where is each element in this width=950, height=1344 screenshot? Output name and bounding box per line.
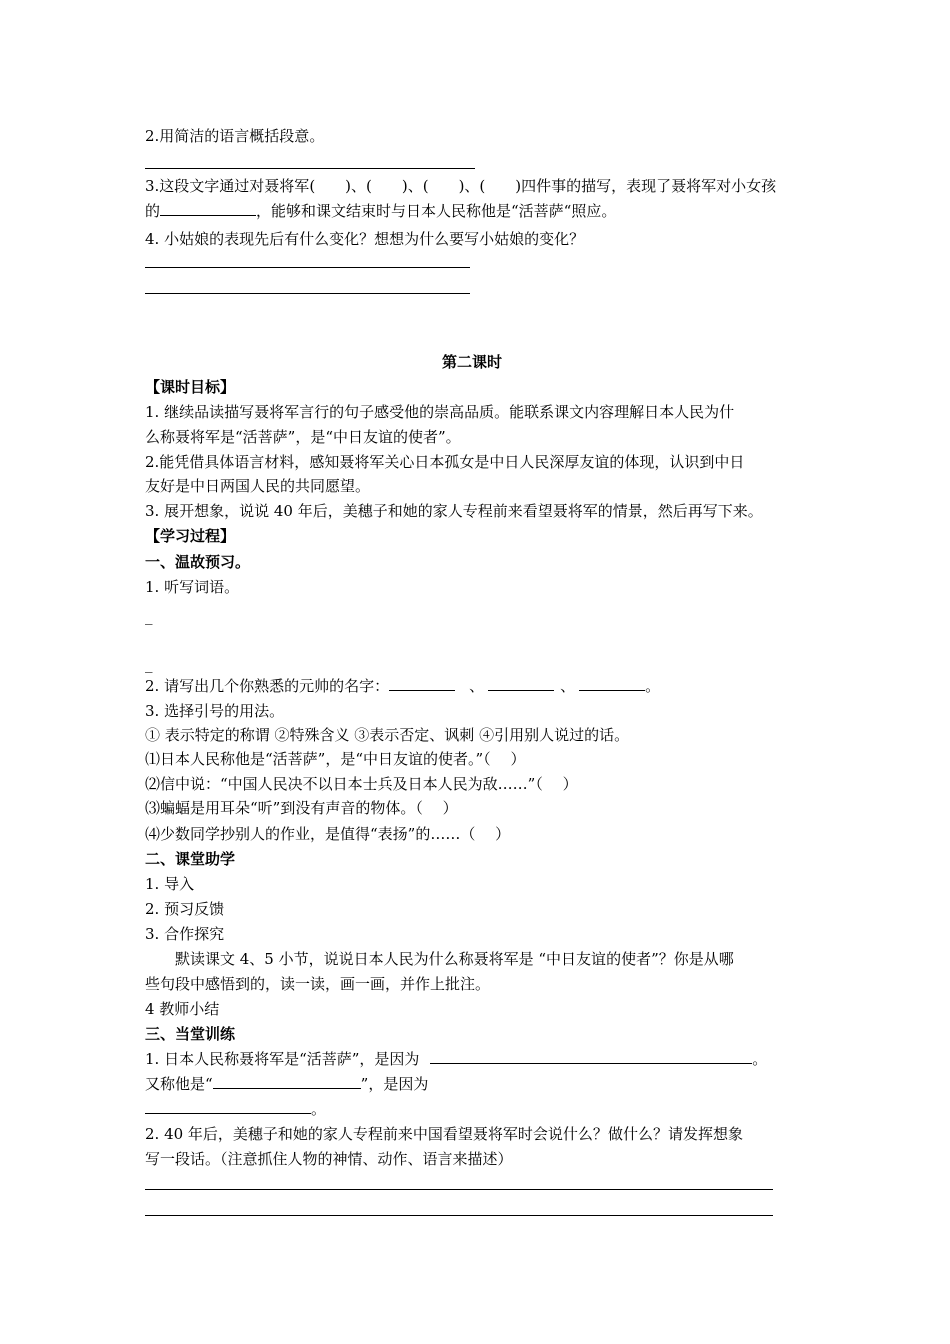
question-4: 4. 小姑娘的表现先后有什么变化？想想为什么要写小姑娘的变化？ [145,230,585,248]
reading-task-line1: 默读课文 4、5 小节，说说日本人民为什么称聂将军是 “中日友谊的使者”？你是从哪 [145,950,734,968]
goal-2-line1: 2.能凭借具体语言材料，感知聂将军关心日本孤女是中日人民深厚友谊的体现，认识到中日 [145,453,745,471]
quote-options: ① 表示特定的称谓 ②特殊含义 ③表示否定、讽刺 ④引用别人说过的话。 [145,726,630,744]
fill-blank[interactable] [389,676,455,691]
period: 。 [311,1100,327,1118]
goal-3: 3. 展开想象，说说 40 年后，美穗子和她的家人专程前来看望聂将军的情景，然后再写下来。 [145,502,763,520]
marshal-names-question [145,676,660,696]
fill-blank[interactable] [430,1049,752,1064]
fill-blank[interactable] [160,201,256,216]
question-3-prefix: 的 [145,202,161,220]
dictation-blank[interactable]: _ [145,655,153,673]
period: 。 [752,1050,768,1068]
training-1-label: 1. 日本人民称聂将军是“活菩萨”，是因为 [145,1050,425,1068]
separator: 、 [469,677,485,695]
exercise-1: ⑴日本人民称他是“活菩萨”，是“中日友谊的使者。”（ ） [145,750,526,768]
training-2-line2: 写一段话。（注意抓住人物的神情、动作、语言来描述） [145,1150,513,1168]
fill-blank[interactable] [579,676,645,691]
quote-usage-question: 3. 选择引号的用法。 [145,702,285,720]
question-2: 2.用简洁的语言概括段意。 [145,127,325,145]
fill-blank[interactable] [145,1099,311,1114]
answer-line[interactable] [145,267,470,268]
fill-blank[interactable] [488,676,554,691]
training-2-line1: 2. 40 年后，美穗子和她的家人专程前来中国看望聂将军时会说什么？做什么？请发挥想象 [145,1125,743,1143]
step-summary: 4 教师小结 [145,1000,220,1018]
training-1-suffix: ”，是因为 [360,1075,429,1093]
goal-2-line2: 友好是中日两国人民的共同愿望。 [145,477,371,495]
step-feedback: 2. 预习反馈 [145,900,225,918]
training-1-label-2: 又称他是“ [145,1075,213,1093]
section-3-heading: 三、当堂训练 [145,1025,236,1043]
answer-line[interactable] [145,1189,773,1190]
reading-task-line2: 些句段中感悟到的，读一读，画一画，并作上批注。 [145,975,491,993]
training-1-line2 [145,1074,428,1094]
answer-line[interactable] [145,168,475,169]
training-1-line3 [145,1099,326,1119]
goal-1-line2: 么称聂将军是“活菩萨”，是“中日友谊的使者”。 [145,428,461,446]
separator: 、 [560,677,576,695]
training-1-line1 [145,1049,767,1069]
exercise-3: ⑶蝙蝠是用耳朵“听”到没有声音的物体。（ ） [145,799,458,817]
question-3-line1: 3.这段文字通过对聂将军( )、( )、( )、( )四件事的描写，表现了聂将军对小女孩 [145,177,777,195]
answer-line[interactable] [145,1215,773,1216]
exercise-2: ⑵信中说：“中国人民决不以日本士兵及日本人民为敌……”（ ） [145,775,578,793]
period: 。 [645,677,661,695]
step-intro: 1. 导入 [145,875,195,893]
answer-line[interactable] [145,293,470,294]
exercise-4: ⑷少数同学抄别人的作业，是值得“表扬”的……（ ） [145,825,511,843]
marshal-names-label: 2. 请写出几个你熟悉的元帅的名字： [145,677,390,695]
section-1-heading: 一、温故预习。 [145,553,251,571]
section-title: 第二课时 [442,353,503,371]
question-3-line2 [145,201,616,221]
fill-blank[interactable] [213,1074,361,1089]
dictation-item: 1. 听写词语。 [145,578,240,596]
section-2-heading: 二、课堂助学 [145,850,236,868]
dictation-blank[interactable]: _ [145,607,153,625]
goals-heading: 【课时目标】 [145,378,236,396]
question-3-suffix: ，能够和课文结束时与日本人民称他是“活菩萨“照应。 [256,202,617,220]
process-heading: 【学习过程】 [145,527,236,545]
goal-1-line1: 1. 继续品读描写聂将军言行的句子感受他的崇高品质。能联系课文内容理解日本人民为什 [145,403,735,421]
step-explore: 3. 合作探究 [145,925,225,943]
